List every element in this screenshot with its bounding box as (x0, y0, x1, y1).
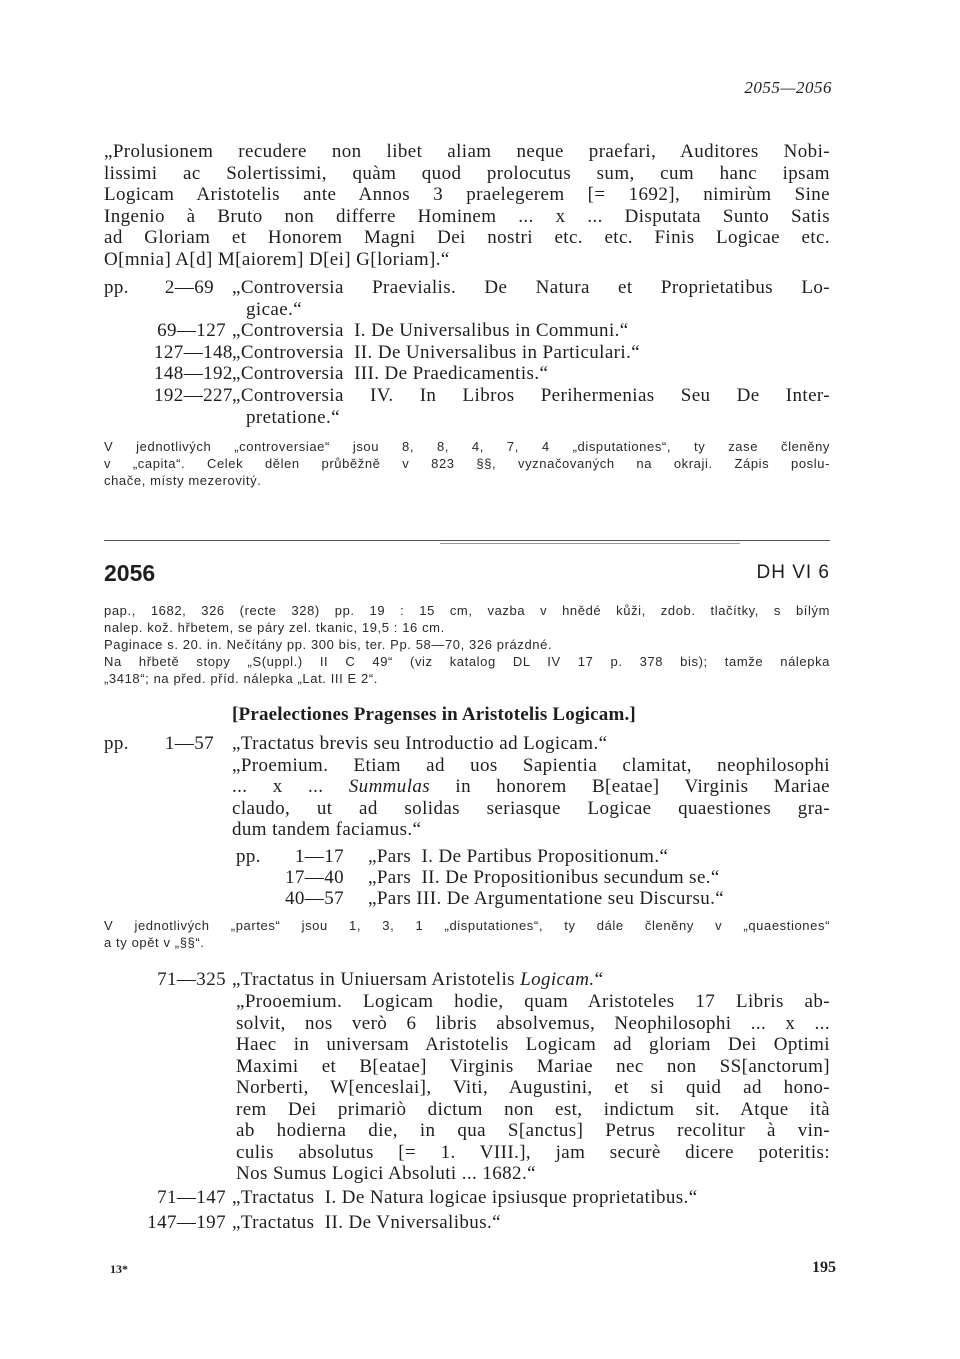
text-fragment: in honorem B[eatae] Virginis Mariae (430, 776, 830, 797)
quote-line: ad Gloriam et Honorem Magni Dei nostri etc. etc. Finis Logicae etc. (104, 227, 830, 248)
page-range: 192—227 (154, 385, 233, 406)
page-range: 148—192 (154, 363, 233, 384)
prev-entry-note (104, 438, 830, 489)
part2-line: Norberti, W[enceslai], Viti, Augustini, et si quid ad hono- (236, 1077, 830, 1098)
text-fragment: ... x ... (232, 776, 349, 797)
subpart-line: „Pars III. De Argumentatione seu Discursu.“ (368, 888, 725, 909)
page-range: 1—57 (164, 733, 214, 754)
pp-label: pp. (104, 733, 129, 754)
tract-row (104, 1187, 226, 1209)
note-line: v „capita“. Celek dělen průběžně v 823 §§, vyznačovaných na okraji. Zápis poslu- (104, 456, 830, 471)
entry-number: 2056 (104, 560, 156, 586)
section-divider-secondary (440, 543, 740, 544)
page-range: 2—69 (164, 277, 214, 298)
page-range: 40—57 (285, 888, 344, 909)
page-range: 127—148 (154, 342, 233, 363)
contents-line: „Controversia III. De Praedicamentis.“ (232, 363, 549, 384)
page-range: 71—325 (157, 969, 226, 990)
subpart-line: „Pars II. De Propositionibus secundum se.“ (368, 867, 720, 888)
quote-line: O[mnia] A[d] M[aiorem] D[ei] G[loriam].“ (104, 248, 450, 270)
section-divider (104, 540, 830, 541)
printer-signature: 13* (110, 1262, 128, 1276)
page-range: 69—127 (157, 320, 226, 341)
pp-label: pp. (104, 277, 129, 298)
part2-title-line (232, 969, 603, 991)
part1-note (104, 917, 830, 951)
part2-line: „Prooemium. Logicam hodie, quam Aristoteles 17 Libris ab- (236, 991, 830, 1012)
description-line: Na hřbetě stopy „S(uppl.) II C 49“ (viz katalog DL IV 17 p. 378 bis); tamže nálepka (104, 654, 830, 669)
text-fragment: “ (594, 969, 604, 990)
shelfmark: DH VI 6 (756, 562, 830, 583)
part2-text (236, 991, 830, 1185)
part1-line: „Proemium. Etiam ad uos Sapientia clamitat, neophilosophi (232, 754, 830, 776)
italic-fragment: Logicam. (520, 969, 595, 990)
contents-line: gicae.“ (246, 298, 303, 320)
contents-row (104, 363, 233, 385)
part1-line: „Tractatus brevis seu Introductio ad Logicam.“ (232, 733, 608, 754)
part2-line: culis absolutus [= 1. VIII.], jam securè dicere poteritis: (236, 1141, 830, 1163)
text-fragment: „Tractatus in Uniuersam Aristotelis (232, 969, 521, 990)
description-line: pap., 1682, 326 (recte 328) pp. 19 : 15 cm, vazba v hnědé kůži, zdob. tlačítky, s bílým (104, 603, 830, 618)
tract-line: „Tractatus I. De Natura logicae ipsiusque proprietatibus.“ (232, 1187, 698, 1208)
contents-row (104, 320, 226, 342)
part2-line: Maximi et B[eatae] Virginis Mariae nec non SS[anctorum] (236, 1055, 830, 1077)
contents-line: „Controversia Praevialis. De Natura et Proprietatibus Lo- (232, 277, 830, 298)
contents-text (232, 277, 830, 320)
pp-label: pp. (236, 846, 261, 867)
part1-line: claudo, ut ad solidas seriasque Logicae quaestiones gra- (232, 797, 830, 819)
part1-line: dum tandem faciamus.“ (232, 819, 422, 840)
subpart-row (236, 846, 344, 868)
part1-line (232, 776, 830, 798)
page-range: 17—40 (285, 867, 344, 888)
part2-line: solvit, nos verò 6 libris absolvemus, Neophilosophi ... x ... (236, 1012, 830, 1034)
running-head: 2055—2056 (744, 78, 832, 97)
subpart-row (236, 888, 344, 910)
tract-line: „Tractatus II. De Vniversalibus.“ (232, 1212, 501, 1233)
description-line: nalep. kož. hřbetem, se páry zel. tkanic, 19,5 : 16 cm. (104, 620, 445, 635)
quote-line: lissimi ac Solertissimi, quàm quod prolocutus sum, cum hanc ipsam (104, 162, 830, 184)
part-range-row (104, 969, 226, 991)
contents-row (104, 342, 233, 364)
part-range-row (104, 733, 214, 755)
prev-entry-quote (104, 141, 830, 270)
note-line: V jednotlivých „partes“ jsou 1, 3, 1 „disputationes“, ty dále členěny v „quaestiones“ (104, 918, 830, 933)
contents-line: „Controversia IV. In Libros Perihermenias Seu De Inter- (232, 385, 830, 406)
contents-line: „Controversia II. De Universalibus in Particulari.“ (232, 342, 641, 363)
contents-row (104, 385, 233, 407)
description-line: Paginace s. 20. in. Nečítány pp. 300 bis, ter. Pp. 58—70, 326 prázdné. (104, 637, 553, 652)
work-title: [Praelectiones Pragenses in Aristotelis Logicam.] (232, 704, 636, 725)
page-range: 71—147 (157, 1187, 226, 1208)
page-number: 195 (812, 1259, 836, 1276)
part2-line: Nos Sumus Logici Absoluti ... 1682.“ (236, 1163, 536, 1184)
contents-text (232, 385, 830, 428)
quote-line: „Prolusionem recudere non libet aliam neque praefari, Auditores Nobi- (104, 141, 830, 162)
part2-line: rem Dei primariò dictum non est, indictum sit. Atque ità (236, 1098, 830, 1120)
tract-row (104, 1212, 226, 1234)
entry-description (104, 602, 830, 687)
note-line: V jednotlivých „controversiae“ jsou 8, 8, 4, 7, 4 „disputationes“, ty zase členěny (104, 439, 830, 454)
subpart-line: „Pars I. De Partibus Propositionum.“ (368, 846, 669, 867)
page-range: 1—17 (294, 846, 344, 867)
contents-line: pretatione.“ (246, 406, 340, 428)
note-line: chače, místy mezerovitý. (104, 473, 262, 488)
quote-line: Logicam Aristotelis ante Annos 3 praelegerem [= 1692], nimirùm Sine (104, 184, 830, 205)
italic-fragment: Summulas (348, 776, 431, 797)
subpart-row (236, 867, 344, 889)
part2-line: ab hodierna die, in qua S[anctus] Petrus recolitur à vin- (236, 1120, 830, 1141)
part2-line: Haec in universam Aristotelis Logicam ad gloriam Dei Optimi (236, 1034, 830, 1055)
description-line: „3418“; na před. příd. nálepka „Lat. III E 2“. (104, 671, 379, 686)
page-range: 147—197 (147, 1212, 226, 1233)
contents-line: „Controversia I. De Universalibus in Communi.“ (232, 320, 629, 341)
part1-text (232, 733, 830, 841)
quote-line: Ingenio à Bruto non differre Hominem ... x ... Disputata Sunto Satis (104, 205, 830, 227)
note-line: a ty opět v „§§“. (104, 935, 205, 950)
